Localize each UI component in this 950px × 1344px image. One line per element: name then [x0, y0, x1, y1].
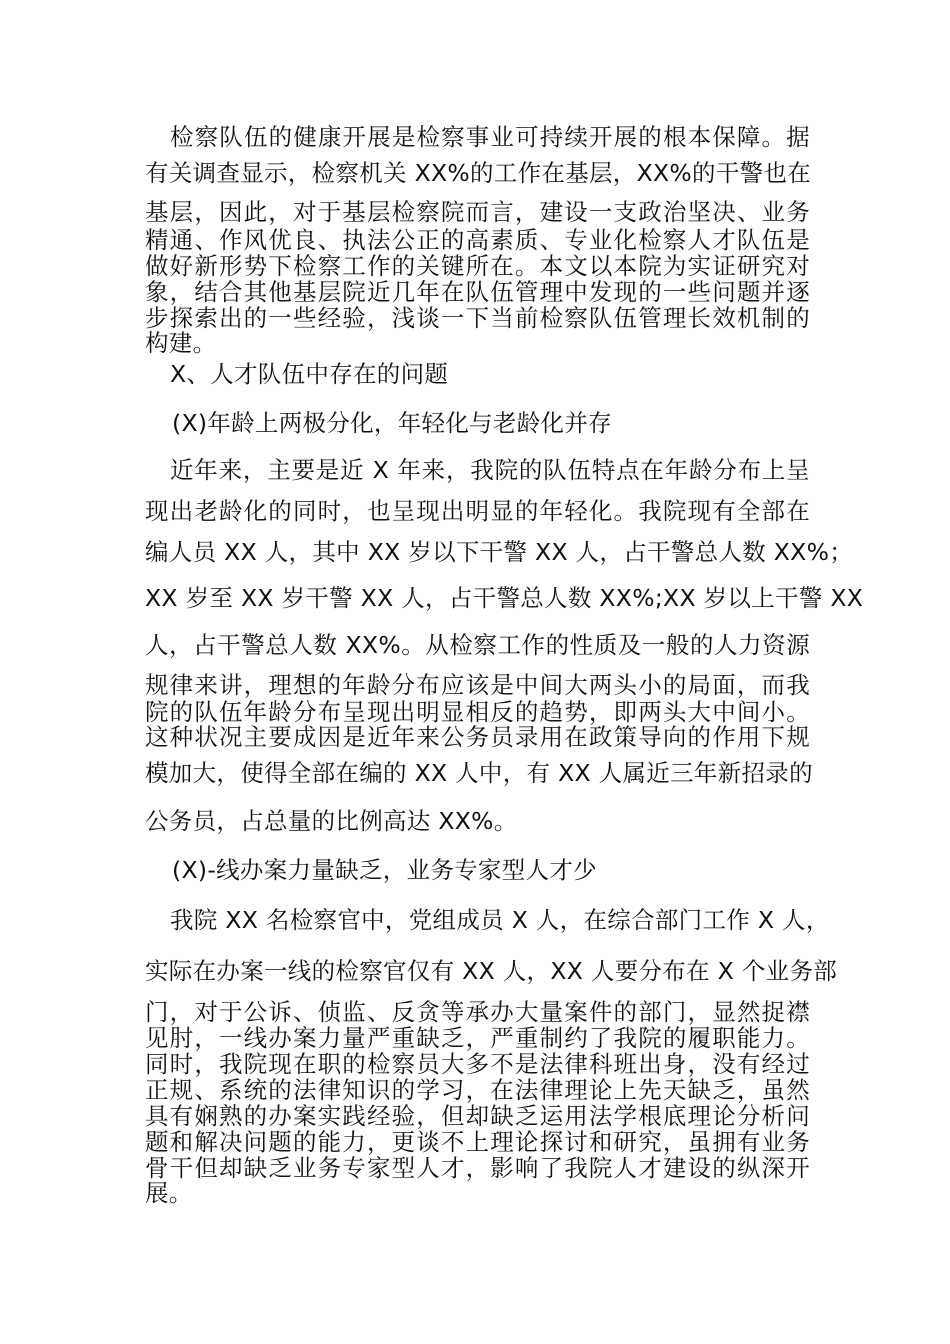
frontline-paragraph-line-2: 实际在办案一线的检察官仅有 XX 人，XX 人要分布在 X 个业务部 [145, 957, 838, 985]
frontline-paragraph-line-10: 展。 [145, 1179, 193, 1207]
age-paragraph-line-4: XX 岁至 XX 岁干警 XX 人，占干警总人数 XX%;XX 岁以上干警 XX [145, 584, 864, 612]
intro-paragraph-line-1: 检察队伍的健康开展是检察事业可持续开展的根本保障。据 [170, 123, 810, 151]
intro-paragraph-line-3: 基层，因此，对于基层检察院而言，建设一支政治坚决、业务 [145, 198, 810, 226]
frontline-paragraph-line-1: 我院 XX 名检察官中，党组成员 X 人，在综合部门工作 X 人， [170, 906, 830, 934]
frontline-paragraph-line-5: 同时，我院现在职的检察员大多不是法律科班出身，没有经过 [145, 1050, 810, 1078]
age-paragraph-line-5: 人，占干警总人数 XX%。从检察工作的性质及一般的人力资源 [145, 631, 810, 659]
frontline-paragraph-line-7: 具有娴熟的办案实践经验，但却缺乏运用法学根底理论分析问 [145, 1102, 810, 1130]
frontline-paragraph-line-8: 题和解决问题的能力，更谈不上理论探讨和研究，虽拥有业务 [145, 1128, 810, 1156]
intro-paragraph-line-8: 构建。 [145, 329, 217, 357]
intro-paragraph-line-7: 步探索出的一些经验，浅谈一下当前检察队伍管理长效机制的 [145, 304, 810, 332]
age-paragraph-line-1: 近年来，主要是近 X 年来，我院的队伍特点在年龄分布上呈 [170, 456, 810, 484]
subheading-age: (X)年龄上两极分化，年轻化与老龄化并存 [172, 409, 612, 437]
age-paragraph-line-6: 规律来讲，理想的年龄分布应该是中间大两头小的局面，而我 [145, 671, 810, 699]
age-paragraph-line-10: 公务员，占总量的比例高达 XX%。 [145, 807, 518, 835]
frontline-paragraph-line-6: 正规、系统的法律知识的学习，在法律理论上先天缺乏，虽然 [145, 1076, 810, 1104]
subheading-frontline: (X)-线办案力量缺乏，业务专家型人才少 [172, 856, 597, 884]
section-heading: X、人才队伍中存在的问题 [170, 360, 449, 388]
age-paragraph-line-7: 院的队伍年龄分布呈现出明显相反的趋势，即两头大中间小。 [145, 698, 810, 726]
intro-paragraph-line-5: 做好新形势下检察工作的关键所在。本文以本院为实证研究对 [145, 252, 810, 280]
intro-paragraph-line-6: 象，结合其他基层院近几年在队伍管理中发现的一些问题并逐 [145, 278, 810, 306]
intro-paragraph-line-2: 有关调查显示，检察机关 XX%的工作在基层，XX%的干警也在 [145, 159, 812, 187]
age-paragraph-line-9: 模加大，使得全部在编的 XX 人中，有 XX 人属近三年新招录的 [145, 759, 813, 787]
intro-paragraph-line-4: 精通、作风优良、执法公正的高素质、专业化检察人才队伍是 [145, 226, 810, 254]
age-paragraph-line-2: 现出老龄化的同时，也呈现出明显的年轻化。我院现有全部在 [145, 497, 810, 525]
age-paragraph-line-8: 这种状况主要成因是近年来公务员录用在政策导向的作用下规 [145, 723, 810, 751]
frontline-paragraph-line-4: 见肘，一线办案力量严重缺乏，严重制约了我院的履职能力。 [145, 1024, 810, 1052]
frontline-paragraph-line-3: 门，对于公诉、侦监、反贪等承办大量案件的部门，显然捉襟 [145, 998, 810, 1026]
frontline-paragraph-line-9: 骨干但却缺乏业务专家型人才，影响了我院人才建设的纵深开 [145, 1154, 810, 1182]
age-paragraph-line-3: 编人员 XX 人，其中 XX 岁以下干警 XX 人，占干警总人数 XX%； [145, 538, 854, 566]
